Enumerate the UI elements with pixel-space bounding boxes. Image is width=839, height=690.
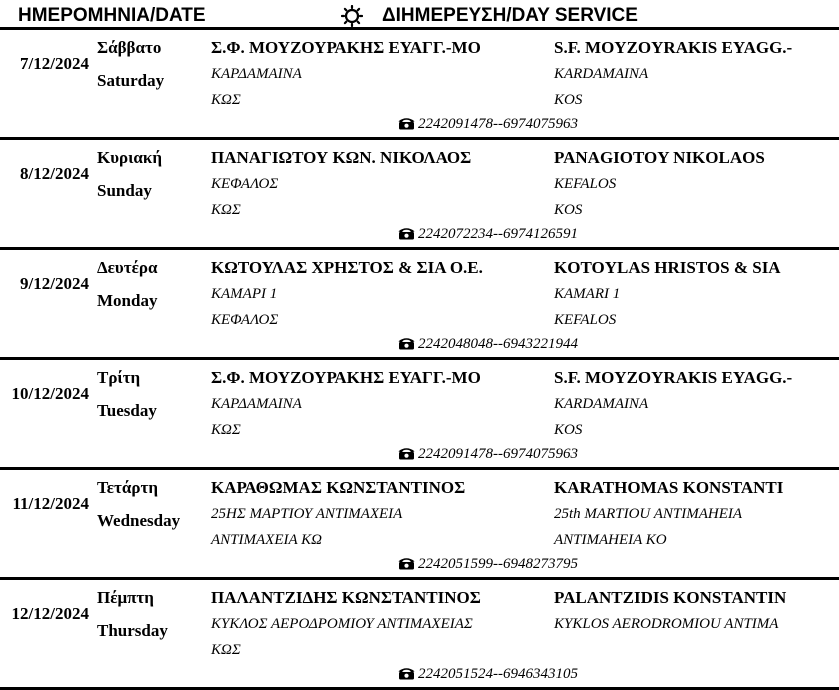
phone-number-text: 2242048048--6943221944 [418, 336, 578, 352]
address-greek-line-2: ΚΩΣ [211, 642, 241, 658]
phone-number-text: 2242051524--6946343105 [418, 666, 578, 682]
address-english-line-2: KOS [554, 92, 583, 108]
entry-date: 8/12/2024 [20, 164, 89, 183]
entry-date: 11/12/2024 [12, 494, 89, 513]
address-greek-line-2: ΑΝΤΙΜΑΧΕΙΑ ΚΩ [211, 532, 322, 548]
address-greek-line-1: ΚΕΦΑΛΟΣ [211, 176, 279, 192]
pharmacy-entry [0, 580, 839, 690]
pharmacy-entry [0, 360, 839, 470]
address-greek-line-2: ΚΕΦΑΛΟΣ [211, 312, 279, 328]
phone-numbers [398, 226, 578, 243]
address-greek-line-1: ΚΥΚΛΟΣ ΑΕΡΟΔΡΟΜΙΟΥ ΑΝΤΙΜΑΧΕΙΑΣ [211, 616, 473, 632]
address-greek-line-2: ΚΩΣ [211, 92, 241, 108]
pharmacy-name-english: S.F. MOYZOYRAKIS EYAGG.- [554, 368, 793, 387]
address-greek-line-1: ΚΑΜΑΡΙ 1 [211, 286, 278, 302]
address-greek-line-2: ΚΩΣ [211, 422, 241, 438]
phone-number-text: 2242091478--6974075963 [418, 446, 578, 462]
day-greek: Τετάρτη [97, 478, 158, 497]
day-english: Saturday [97, 71, 165, 90]
pharmacy-name-english: PANAGIOTOY NIKOLAOS [554, 148, 765, 167]
phone-number-text: 2242072234--6974126591 [418, 226, 578, 242]
pharmacy-entry [0, 30, 839, 140]
phone-number-text: 2242091478--6974075963 [418, 116, 578, 132]
address-greek-line-2: ΚΩΣ [211, 202, 241, 218]
day-greek: Σάββατο [97, 38, 162, 57]
pharmacy-name-english: KARATHOMAS KONSTANTI [554, 478, 784, 497]
pharmacy-entry [0, 470, 839, 580]
address-english-line-1: KYKLOS AERODROMIOU ANTIMA [554, 616, 779, 632]
telephone-icon [398, 556, 415, 570]
telephone-icon [398, 336, 415, 350]
pharmacy-name-greek: Σ.Φ. ΜΟΥΖΟΥΡΑΚΗΣ ΕΥΑΓΓ.-ΜΟ [211, 38, 481, 57]
day-greek: Κυριακή [97, 148, 162, 167]
day-english: Thursday [97, 621, 168, 640]
pharmacy-name-greek: ΚΑΡΑΘΩΜΑΣ ΚΩΝΣΤΑΝΤΙΝΟΣ [211, 478, 466, 497]
day-english: Monday [97, 291, 158, 310]
address-english-line-1: KAMARI 1 [554, 286, 621, 302]
address-english-line-2: KOS [554, 202, 583, 218]
day-english: Wednesday [97, 511, 181, 530]
address-english-line-1: 25th MARTIOU ANTIMAHEIA [554, 506, 743, 522]
address-english-line-2: KEFALOS [554, 312, 617, 328]
entry-date: 7/12/2024 [20, 54, 89, 73]
pharmacy-entry [0, 140, 839, 250]
address-greek-line-1: ΚΑΡΔΑΜΑΙΝΑ [211, 66, 302, 82]
pharmacy-entry [0, 250, 839, 360]
address-greek-line-1: 25ΗΣ ΜΑΡΤΙΟΥ ΑΝΤΙΜΑΧΕΙΑ [211, 506, 403, 522]
phone-numbers [398, 556, 578, 573]
pharmacy-name-greek: ΚΩΤΟΥΛΑΣ ΧΡΗΣΤΟΣ & ΣΙΑ Ο.Ε. [211, 258, 483, 277]
pharmacy-name-english: KOTOYLAS HRISTOS & SIA [554, 258, 781, 277]
day-greek: Δευτέρα [97, 258, 158, 277]
sun-icon [341, 5, 363, 27]
day-english: Tuesday [97, 401, 157, 420]
day-english: Sunday [97, 181, 152, 200]
phone-numbers [398, 446, 578, 463]
address-english-line-1: KEFALOS [554, 176, 617, 192]
address-english-line-1: KARDAMAINA [554, 66, 649, 82]
telephone-icon [398, 446, 415, 460]
pharmacy-name-greek: ΠΑΝΑΓΙΩΤΟΥ ΚΩΝ. ΝΙΚΟΛΑΟΣ [211, 148, 472, 167]
day-greek: Πέμπτη [97, 588, 154, 607]
phone-numbers [398, 336, 578, 353]
address-english-line-2: ANTIMAHEIA KO [554, 532, 667, 548]
date-column-title: ΗΜΕΡΟΜΗΝΙΑ/DATE [18, 5, 206, 26]
day-service-title: ΔΙΗΜΕΡΕΥΣΗ/DAY SERVICE [382, 5, 638, 26]
entry-date: 9/12/2024 [20, 274, 89, 293]
pharmacy-name-greek: ΠΑΛΑΝΤΖΙΔΗΣ ΚΩΝΣΤΑΝΤΙΝΟΣ [211, 588, 481, 607]
pharmacy-name-english: PALANTZIDIS KONSTANTIN [554, 588, 787, 607]
address-english-line-2: KOS [554, 422, 583, 438]
address-greek-line-1: ΚΑΡΔΑΜΑΙΝΑ [211, 396, 302, 412]
telephone-icon [398, 226, 415, 240]
telephone-icon [398, 116, 415, 130]
address-english-line-1: KARDAMAINA [554, 396, 649, 412]
phone-number-text: 2242051599--6948273795 [418, 556, 578, 572]
pharmacy-name-english: S.F. MOYZOYRAKIS EYAGG.- [554, 38, 793, 57]
phone-numbers [398, 666, 578, 683]
schedule-header [0, 0, 839, 30]
entry-date: 10/12/2024 [11, 384, 89, 403]
phone-numbers [398, 116, 578, 133]
pharmacy-name-greek: Σ.Φ. ΜΟΥΖΟΥΡΑΚΗΣ ΕΥΑΓΓ.-ΜΟ [211, 368, 481, 387]
entry-date: 12/12/2024 [11, 604, 89, 623]
telephone-icon [398, 666, 415, 680]
day-greek: Τρίτη [97, 368, 141, 387]
